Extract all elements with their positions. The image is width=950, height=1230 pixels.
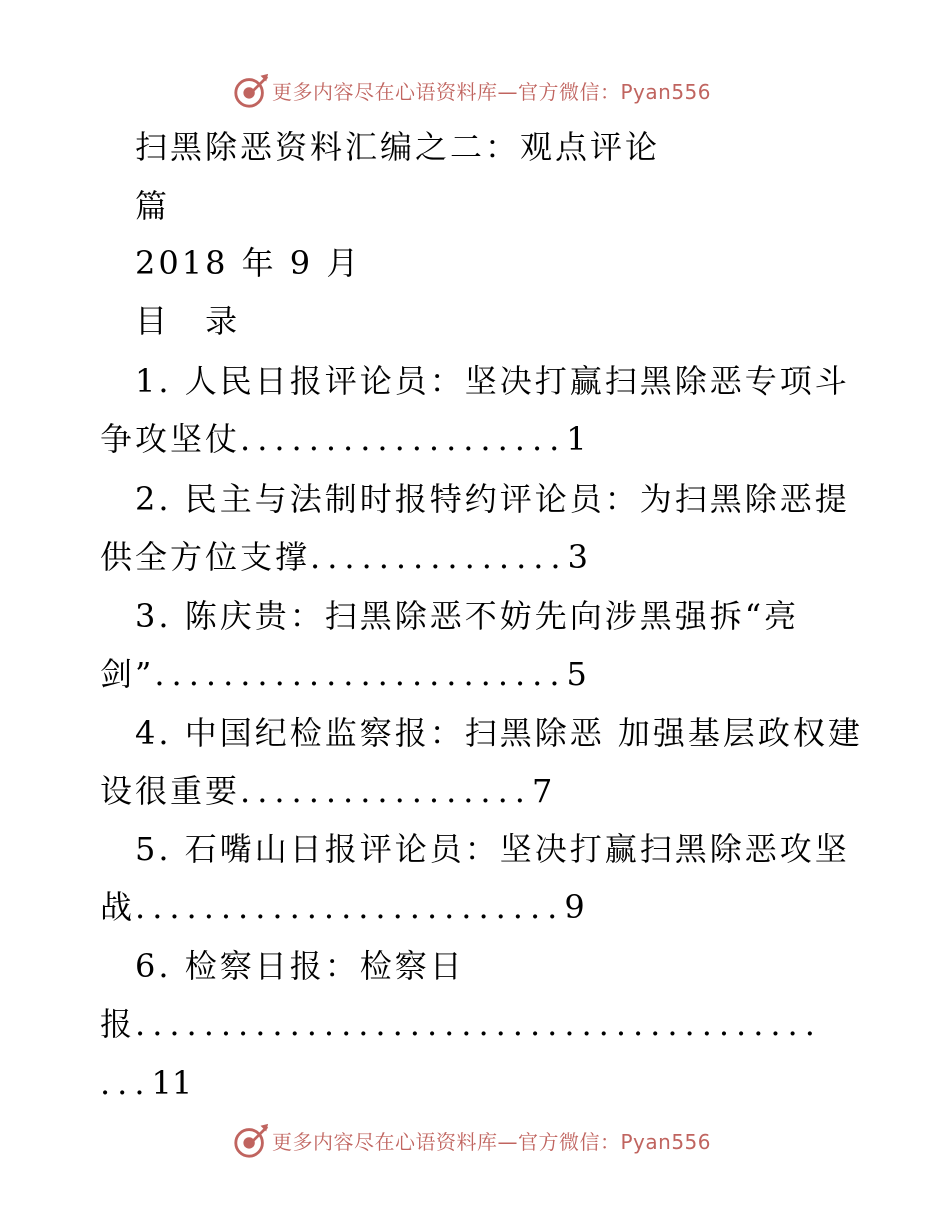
- toc-leader-dots: ........................: [154, 655, 567, 693]
- document-title-line2: 篇: [135, 187, 171, 225]
- toc-entry-4-title: 4. 中国纪检监察报：扫黑除恶 加强基层政权建: [135, 714, 863, 752]
- pen-logo-icon: [232, 1122, 270, 1160]
- toc-entry-1-title: 1. 人民日报评论员：坚决打赢扫黑除恶专项斗: [135, 362, 850, 400]
- toc-entry-5-title-end: 战: [100, 888, 136, 926]
- pen-logo-icon: [232, 72, 270, 110]
- toc-entry-3-continued: [100, 654, 587, 694]
- toc-entry-5-continued: [100, 887, 585, 927]
- document-title-line1: 扫黑除恶资料汇编之二：观点评论: [135, 128, 661, 166]
- toc-page-number: 3: [567, 538, 588, 576]
- toc-heading: 目 录: [135, 302, 252, 340]
- toc-page-number: 7: [531, 772, 553, 810]
- watermark-banner-top: [0, 70, 950, 110]
- watermark-text: 更多内容尽在心语资料库—官方微信：Pyan556: [272, 1130, 712, 1154]
- toc-entry-2-title-end: 供全方位支撑: [100, 538, 311, 576]
- toc-page-number: 5: [566, 655, 587, 693]
- toc-leader-dots: ...............: [310, 538, 568, 576]
- toc-entry-3-title: 3. 陈庆贵：扫黑除恶不妨先向涉黑强拆“亮: [135, 597, 800, 635]
- toc-entry-4-continued: [100, 771, 552, 811]
- toc-entry-4-title-end: 设很重要: [100, 772, 241, 810]
- toc-entry-6-title: 6. 检察日报：检察日: [135, 947, 465, 985]
- toc-leader-dots: .........................: [135, 888, 565, 926]
- document-date: 2018 年 9 月: [135, 244, 362, 282]
- toc-entry-1-title-end: 争攻坚仗: [100, 420, 241, 458]
- toc-entry-6-title-end: 报: [100, 1005, 136, 1043]
- toc-entry-6-continued: [100, 1004, 822, 1044]
- toc-entry-2-continued: [100, 537, 588, 577]
- toc-page-number: 11: [151, 1064, 193, 1102]
- toc-entry-5-title: 5. 石嘴山日报评论员：坚决打赢扫黑除恶攻坚: [135, 830, 850, 868]
- toc-page-number: 1: [566, 420, 587, 458]
- toc-entry-1-continued: [100, 419, 587, 459]
- toc-leader-dots: ........................................: [135, 1005, 822, 1043]
- watermark-text: 更多内容尽在心语资料库—官方微信：Pyan556: [272, 80, 712, 104]
- toc-entry-3-title-end: 剑”: [100, 655, 155, 693]
- toc-leader-dots: .................: [240, 772, 532, 810]
- toc-page-number: 9: [564, 888, 585, 926]
- toc-leader-dots: ...................: [240, 420, 567, 458]
- watermark-banner-bottom: [0, 1120, 950, 1160]
- toc-entry-6-page-line: [100, 1063, 192, 1103]
- toc-leader-dots: ...: [100, 1064, 152, 1102]
- toc-entry-2-title: 2. 民主与法制时报特约评论员：为扫黑除恶提: [135, 480, 850, 518]
